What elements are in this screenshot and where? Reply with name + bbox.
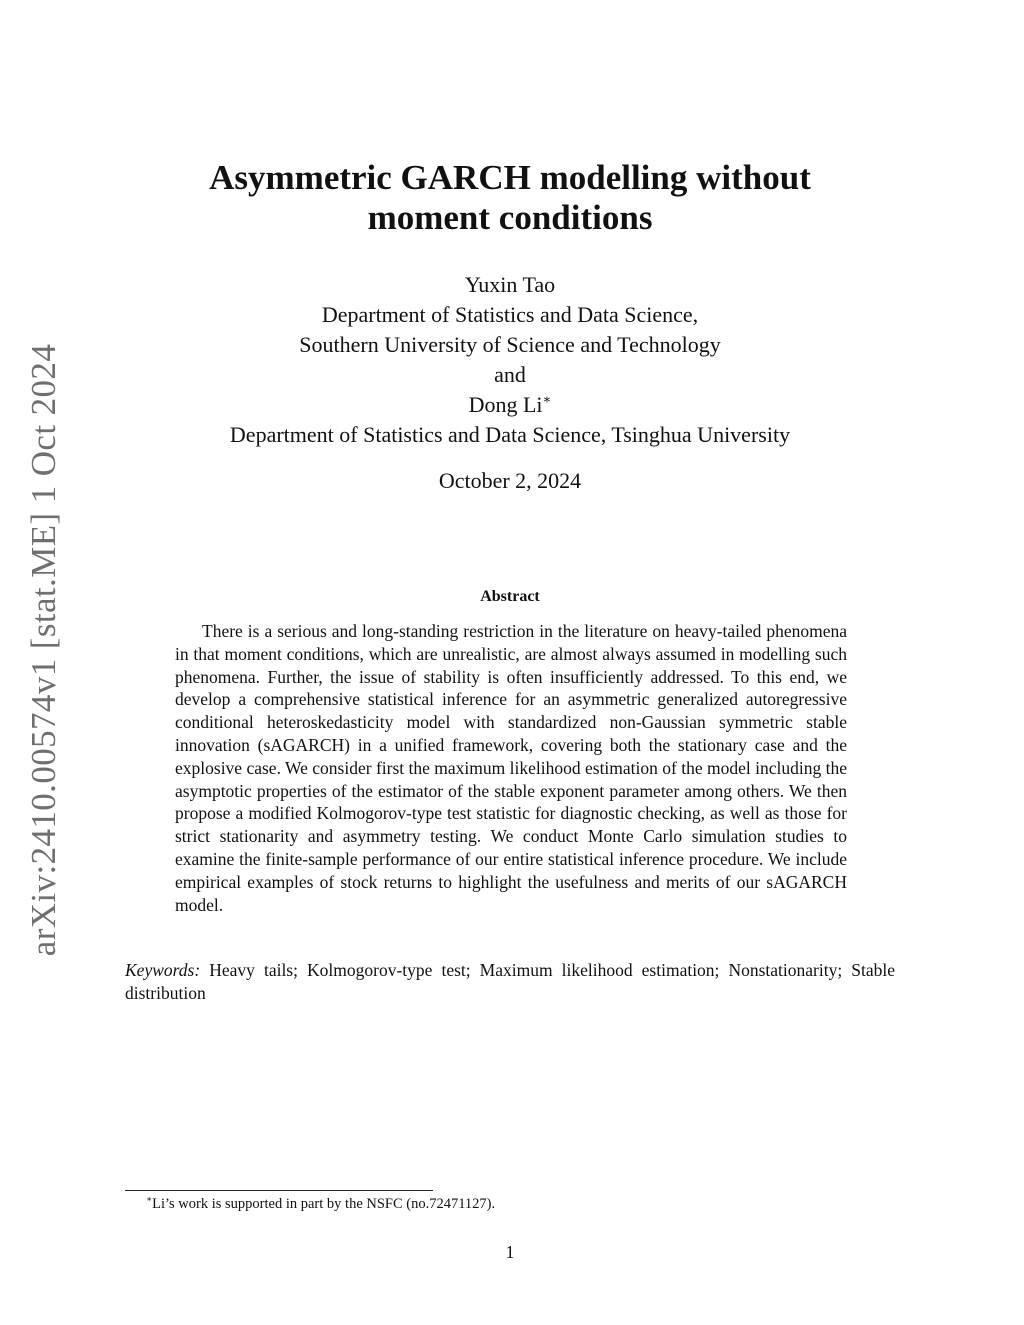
footnote-mark: ∗ xyxy=(146,1194,153,1205)
author-conjunction: and xyxy=(494,362,526,387)
title-line-1: Asymmetric GARCH modelling without xyxy=(209,158,811,197)
keywords-label: Keywords: xyxy=(125,960,201,980)
footnote-text: Li’s work is supported in part by the NSFC (no.72471127). xyxy=(152,1196,496,1212)
author-1-name: Yuxin Tao xyxy=(464,272,556,297)
abstract-heading: Abstract xyxy=(480,588,540,605)
abstract-body: There is a serious and long-standing restriction in the literature on heavy-tailed phenomena in that moment conditions, which are unrealistic, are almost always assumed in modelling such phenomena. Further, the issue of stability is often insufficiently addressed. To this end, we develop a comprehensive statistical inference for an asymmetric generalized autoregressive conditional heteroskedasticity model with standardized non-Gaussian symmetric stable innovation (sAGARCH) in a unified framework, covering both the stationary case and the explosive case. We consider first the maximum likelihood estimation of the model including the asymptotic properties of the estimator of the stable exponent parameter among others. We then propose a modified Kolmogorov-type test statistic for diagnostic checking, as well as those for strict stationarity and asymmetry testing. We conduct Monte Carlo simulation studies to examine the finite-sample performance of our entire statistical inference procedure. We include empirical examples of stock returns to highlight the usefulness and merits of our sAGARCH model. xyxy=(175,621,847,915)
arxiv-identifier-stamp: arXiv:2410.00574v1 [stat.ME] 1 Oct 2024 xyxy=(24,343,63,957)
title-line-2: moment conditions xyxy=(367,198,653,237)
publication-date: October 2, 2024 xyxy=(438,468,582,493)
keywords xyxy=(125,959,895,1005)
paper-title xyxy=(120,158,900,238)
footnote-divider xyxy=(125,1190,433,1191)
author-1-affiliation-line-2: Southern University of Science and Technology xyxy=(299,332,721,357)
author-block xyxy=(120,270,900,450)
footnote xyxy=(146,1194,846,1214)
page-number: 1 xyxy=(505,1242,515,1262)
author-2-name: Dong Li xyxy=(468,392,543,417)
author-2-footnote-mark[interactable]: ∗ xyxy=(542,391,552,407)
keywords-text: Heavy tails; Kolmogorov-type test; Maximum likelihood estimation; Nonstationarity; Stable distribution xyxy=(125,960,895,1003)
author-2-affiliation: Department of Statistics and Data Science, Tsinghua University xyxy=(229,422,791,447)
author-2 xyxy=(120,390,900,420)
author-1-affiliation-line-1: Department of Statistics and Data Science, xyxy=(321,302,699,327)
